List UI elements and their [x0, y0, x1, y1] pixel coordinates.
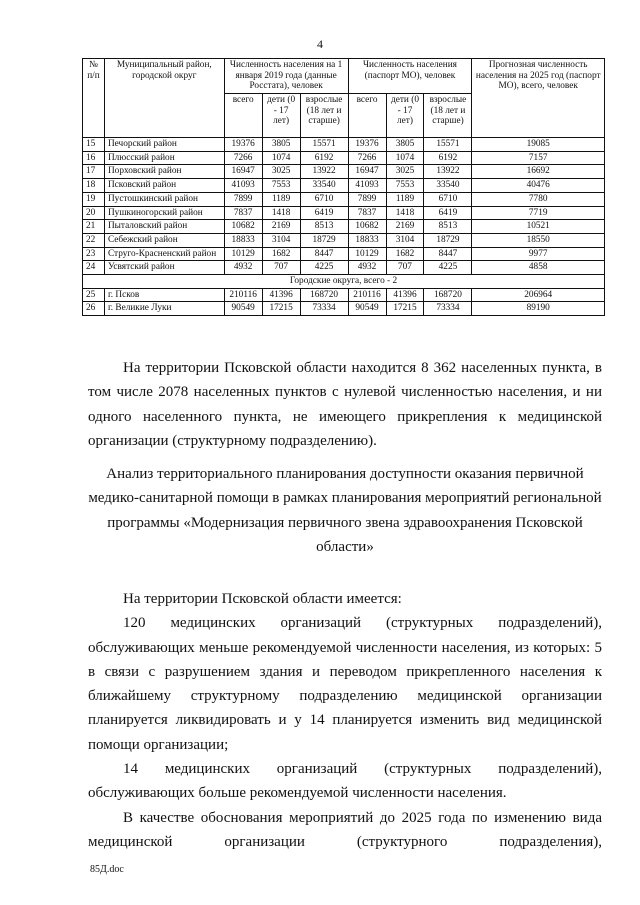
population-value: 1074	[262, 151, 300, 165]
row-number: 15	[83, 138, 105, 152]
population-value: 7553	[386, 179, 424, 193]
header-rosstat: Численность населения на 1 января 2019 года (данные Росстата), человек	[224, 59, 348, 94]
paragraph-14-orgs: 14 медицинских организаций (структурных подразделений), обслуживающих больше рекомендуемой численности населения.	[88, 761, 602, 802]
district-name: г. Псков	[104, 288, 224, 302]
population-value: 3025	[386, 165, 424, 179]
population-value: 8513	[300, 220, 348, 234]
population-value: 6419	[424, 206, 472, 220]
population-value: 6192	[424, 151, 472, 165]
table-row	[83, 151, 605, 165]
population-value: 7837	[348, 206, 386, 220]
district-name: Усвятский район	[104, 261, 224, 275]
population-value: 4225	[424, 261, 472, 275]
table-row	[83, 233, 605, 247]
population-value: 4932	[348, 261, 386, 275]
header-adults: взрослые (18 лет и старше)	[300, 94, 348, 138]
population-value: 41093	[224, 179, 262, 193]
row-number: 26	[83, 302, 105, 316]
row-number: 23	[83, 247, 105, 261]
paragraph-justification: В качестве обоснования мероприятий до 2025 года по изменению вида медицинской организации (структурного подразделения),	[88, 809, 602, 850]
population-value: 4858	[472, 261, 605, 275]
row-number: 16	[83, 151, 105, 165]
population-value: 3805	[262, 138, 300, 152]
row-number: 19	[83, 192, 105, 206]
table-row	[83, 220, 605, 234]
population-value: 16692	[472, 165, 605, 179]
population-value: 4932	[224, 261, 262, 275]
population-value: 19085	[472, 138, 605, 152]
population-value: 206964	[472, 288, 605, 302]
population-value: 16947	[224, 165, 262, 179]
paragraph-120-orgs: 120 медицинских организаций (структурных подразделений), обслуживающих меньше рекомендуемой численности населения, из которых: 5 в связи с разрушением здания и переводом прикрепленного населения к ближайшему структурному подразделению медицинской организации планируется ликвидировать и у 14 планируется изменить вид медицинской помощи организации;	[88, 615, 602, 753]
population-value: 8447	[300, 247, 348, 261]
population-value: 33540	[424, 179, 472, 193]
population-value: 1418	[386, 206, 424, 220]
section-label: Городские округа, всего - 2	[83, 274, 605, 288]
row-number: 17	[83, 165, 105, 179]
population-value: 41093	[348, 179, 386, 193]
population-value: 41396	[262, 288, 300, 302]
population-value: 73334	[300, 302, 348, 316]
population-value: 2169	[262, 220, 300, 234]
district-name: Пушкиногорский район	[104, 206, 224, 220]
population-value: 1682	[386, 247, 424, 261]
population-value: 1682	[262, 247, 300, 261]
population-value: 10682	[348, 220, 386, 234]
population-value: 90549	[348, 302, 386, 316]
population-value: 7899	[224, 192, 262, 206]
population-value: 4225	[300, 261, 348, 275]
header-total: всего	[348, 94, 386, 138]
row-number: 21	[83, 220, 105, 234]
population-value: 17215	[386, 302, 424, 316]
header-adults: взрослые (18 лет и старше)	[424, 94, 472, 138]
table-row	[83, 192, 605, 206]
section-heading: Анализ территориального планирования доступности оказания первичной медико-санитарной помощи в рамках планирования мероприятий региональной программы «Модернизация первичного звена здравоохранения Псковской области»	[88, 466, 602, 555]
table-body-cities	[83, 288, 605, 315]
population-value: 33540	[300, 179, 348, 193]
population-table	[82, 58, 605, 316]
population-value: 6710	[300, 192, 348, 206]
population-value: 7719	[472, 206, 605, 220]
header-children: дети (0 - 17 лет)	[262, 94, 300, 138]
population-value: 2169	[386, 220, 424, 234]
population-value: 7780	[472, 192, 605, 206]
population-value: 1189	[386, 192, 424, 206]
row-number: 20	[83, 206, 105, 220]
population-value: 16947	[348, 165, 386, 179]
district-name: Порховский район	[104, 165, 224, 179]
population-value: 10521	[472, 220, 605, 234]
population-value: 18833	[224, 233, 262, 247]
row-number: 18	[83, 179, 105, 193]
header-total: всего	[224, 94, 262, 138]
population-value: 707	[262, 261, 300, 275]
table-row	[83, 302, 605, 316]
population-value: 6419	[300, 206, 348, 220]
population-value: 73334	[424, 302, 472, 316]
population-value: 19376	[348, 138, 386, 152]
population-value: 10682	[224, 220, 262, 234]
population-value: 1074	[386, 151, 424, 165]
page-number: 4	[317, 37, 323, 51]
population-value: 168720	[424, 288, 472, 302]
row-number: 22	[83, 233, 105, 247]
header-passport: Численность населения (паспорт МО), человек	[348, 59, 472, 94]
population-value: 90549	[224, 302, 262, 316]
population-value: 18833	[348, 233, 386, 247]
table-row	[83, 247, 605, 261]
population-value: 8513	[424, 220, 472, 234]
population-value: 10129	[224, 247, 262, 261]
table-row	[83, 179, 605, 193]
header-district: Муниципальный район, городской округ	[104, 59, 224, 138]
population-value: 3805	[386, 138, 424, 152]
header-forecast: Прогнозная численность населения на 2025 год (паспорт МО), всего, человек	[472, 59, 605, 138]
district-name: Струго-Красненский район	[104, 247, 224, 261]
row-number: 24	[83, 261, 105, 275]
population-value: 41396	[386, 288, 424, 302]
population-value: 9977	[472, 247, 605, 261]
district-name: Псковский район	[104, 179, 224, 193]
file-footer: 85Д.doc	[90, 864, 124, 875]
population-value: 707	[386, 261, 424, 275]
district-name: Печорский район	[104, 138, 224, 152]
population-value: 3025	[262, 165, 300, 179]
population-value: 19376	[224, 138, 262, 152]
population-value: 13922	[424, 165, 472, 179]
table-row	[83, 261, 605, 275]
population-value: 17215	[262, 302, 300, 316]
district-name: Пыталовский район	[104, 220, 224, 234]
population-value: 40476	[472, 179, 605, 193]
population-value: 18729	[424, 233, 472, 247]
population-value: 13922	[300, 165, 348, 179]
population-value: 15571	[300, 138, 348, 152]
population-value: 6192	[300, 151, 348, 165]
population-value: 210116	[224, 288, 262, 302]
section-row	[83, 274, 605, 288]
population-value: 210116	[348, 288, 386, 302]
district-name: Себежский район	[104, 233, 224, 247]
district-name: Плюсский район	[104, 151, 224, 165]
population-value: 7553	[262, 179, 300, 193]
population-value: 7266	[348, 151, 386, 165]
population-value: 8447	[424, 247, 472, 261]
population-value: 10129	[348, 247, 386, 261]
population-value: 15571	[424, 138, 472, 152]
population-value: 7899	[348, 192, 386, 206]
population-value: 7266	[224, 151, 262, 165]
population-value: 1189	[262, 192, 300, 206]
paragraph-settlements: На территории Псковской области находится 8 362 населенных пункта, в том числе 2078 населенных пунктов с нулевой численностью населения, и ни одного населенного пункта, не имеющего прикрепления к медицинской организации (структурному подразделению).	[88, 360, 602, 449]
district-name: Пустошкинский район	[104, 192, 224, 206]
population-value: 168720	[300, 288, 348, 302]
population-value: 6710	[424, 192, 472, 206]
population-value: 18550	[472, 233, 605, 247]
population-value: 3104	[386, 233, 424, 247]
table-row	[83, 206, 605, 220]
table-header	[83, 59, 605, 138]
table-row	[83, 165, 605, 179]
table-body-districts	[83, 138, 605, 275]
population-value: 7157	[472, 151, 605, 165]
table-row	[83, 138, 605, 152]
body-text	[88, 587, 602, 854]
population-value: 7837	[224, 206, 262, 220]
population-value: 3104	[262, 233, 300, 247]
population-value: 1418	[262, 206, 300, 220]
table-section	[83, 274, 605, 288]
paragraph-intro: На территории Псковской области имеется:	[123, 591, 402, 607]
row-number: 25	[83, 288, 105, 302]
population-value: 89190	[472, 302, 605, 316]
header-num: № п/п	[83, 59, 105, 138]
header-children: дети (0 - 17 лет)	[386, 94, 424, 138]
table-row	[83, 288, 605, 302]
population-value: 18729	[300, 233, 348, 247]
district-name: г. Великие Луки	[104, 302, 224, 316]
